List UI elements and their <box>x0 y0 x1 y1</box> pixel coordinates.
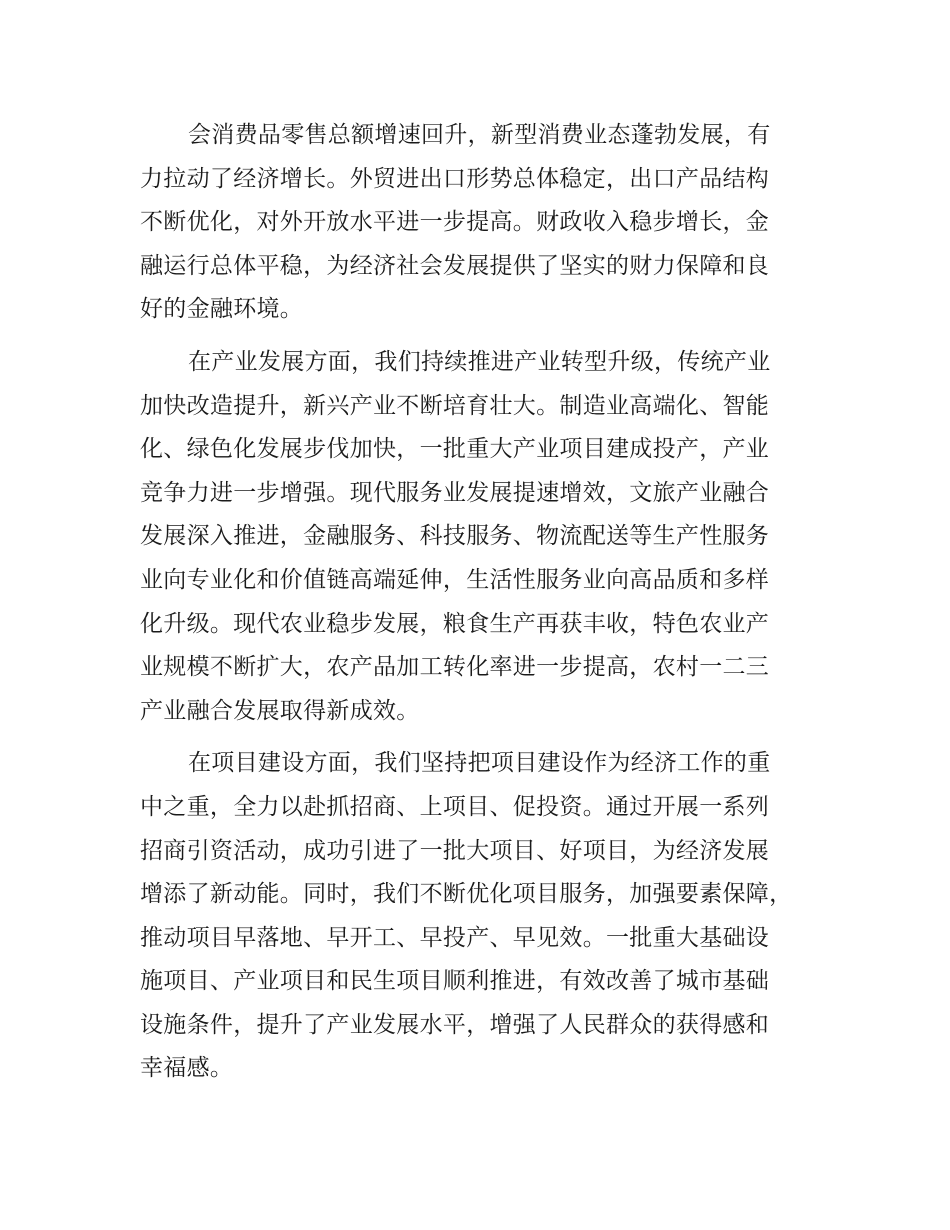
text-line: 招商引资活动，成功引进了一批大项目、好项目，为经济发展 <box>140 837 770 864</box>
text-line: 发展深入推进，金融服务、科技服务、物流配送等生产性服务 <box>140 523 770 550</box>
paragraph-consumption-trade <box>140 114 840 332</box>
document-body <box>140 114 840 1091</box>
text-line: 增添了新动能。同时，我们不断优化项目服务，加强要素保障， <box>140 881 793 908</box>
text-line: 施项目、产业项目和民生项目顺利推进，有效改善了城市基础 <box>140 968 770 995</box>
text-line: 业向专业化和价值链高端延伸，生活性服务业向高品质和多样 <box>140 566 770 593</box>
text-line: 化、绿色化发展步伐加快，一批重大产业项目建成投产，产业 <box>140 436 770 463</box>
text-line: 在项目建设方面，我们坚持把项目建设作为经济工作的重 <box>188 750 771 777</box>
text-line: 竞争力进一步增强。现代服务业发展提速增效，文旅产业融合 <box>140 479 770 506</box>
text-line: 幸福感。 <box>140 1055 234 1082</box>
text-line: 中之重，全力以赴抓招商、上项目、促投资。通过开展一系列 <box>140 793 770 820</box>
text-line: 力拉动了经济增长。外贸进出口形势总体稳定，出口产品结构 <box>140 165 770 192</box>
text-line: 在产业发展方面，我们持续推进产业转型升级，传统产业 <box>188 348 771 375</box>
text-line: 设施条件，提升了产业发展水平，增强了人民群众的获得感和 <box>140 1011 770 1038</box>
text-line: 化升级。现代农业稳步发展，粮食生产再获丰收，特色农业产 <box>140 610 770 637</box>
paragraph-project-construction <box>140 742 840 1091</box>
paragraph-industry-development <box>140 341 840 733</box>
text-line: 融运行总体平稳，为经济社会发展提供了坚实的财力保障和良 <box>140 252 770 279</box>
text-line: 加快改造提升，新兴产业不断培育壮大。制造业高端化、智能 <box>140 392 770 419</box>
text-line: 推动项目早落地、早开工、早投产、早见效。一批重大基础设 <box>140 924 770 951</box>
text-line: 业规模不断扩大，农产品加工转化率进一步提高，农村一二三 <box>140 654 770 681</box>
text-line: 好的金融环境。 <box>140 296 304 323</box>
text-line: 不断优化，对外开放水平进一步提高。财政收入稳步增长，金 <box>140 209 770 236</box>
text-line: 会消费品零售总额增速回升，新型消费业态蓬勃发展，有 <box>188 122 771 148</box>
text-line: 产业融合发展取得新成效。 <box>140 697 420 724</box>
